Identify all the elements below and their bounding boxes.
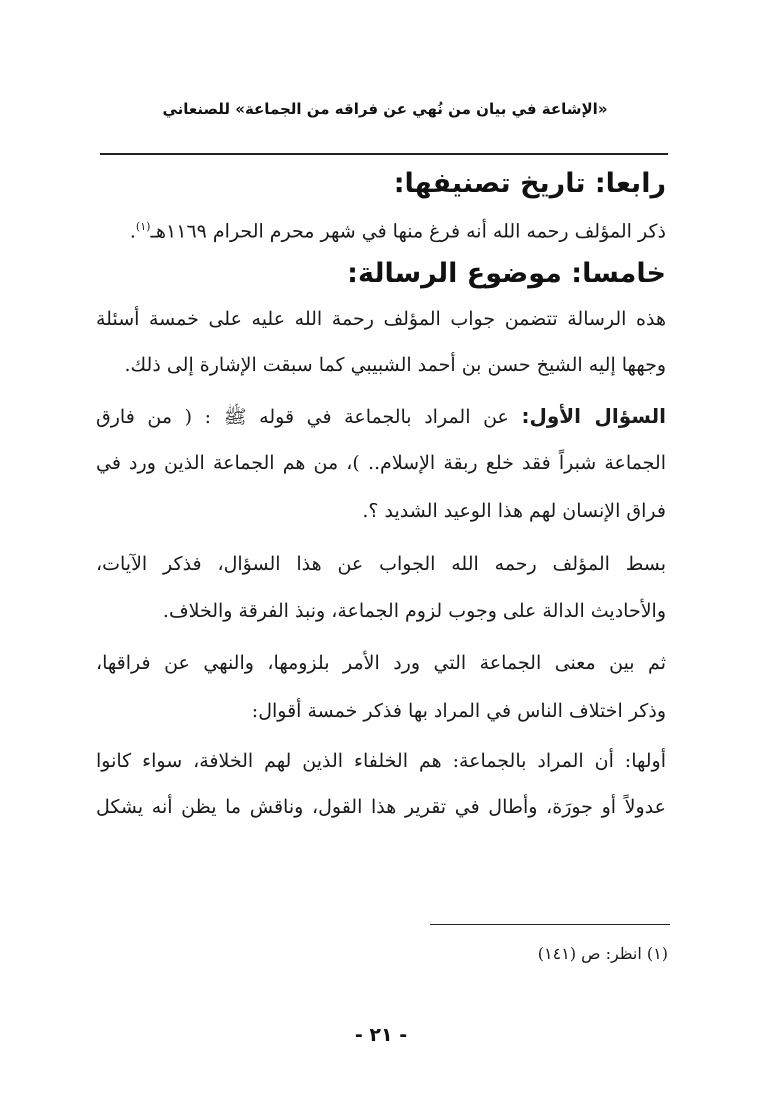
paragraph-line: وذكر اختلاف الناس في المراد بها فذكر خمسة أقوال:	[251, 700, 666, 722]
paragraph-line: ثم بين معنى الجماعة التي ورد الأمر بلزومها، والنهي عن فراقها،	[96, 652, 666, 674]
paragraph-line: عدولاً أو جورَة، وأطال في تقرير هذا القول، وناقش ما يظن أنه يشكل	[96, 796, 666, 818]
paragraph-line: بسط المؤلف رحمه الله الجواب عن هذا السؤال، فذكر الآيات،	[96, 553, 666, 575]
question-text: عن المراد بالجماعة في قوله ﷺ : ( من فارق	[96, 406, 522, 428]
paragraph-line: والأحاديث الدالة على وجوب لزوم الجماعة، ونبذ الفرقة والخلاف.	[162, 600, 666, 622]
paragraph-line: وجهها إليه الشيخ حسن بن أحمد الشبيبي كما سبقت الإشارة إلى ذلك.	[124, 354, 666, 376]
page-number: - ٢١ -	[354, 1024, 408, 1046]
paragraph-line: فراق الإنسان لهم هذا الوعيد الشديد ؟.	[362, 500, 666, 522]
header-rule	[100, 153, 668, 155]
paragraph-line: الجماعة شبراً فقد خلع ربقة الإسلام.. )، من هم الجماعة الذين ورد في	[96, 452, 666, 474]
running-header: «الإشاعة في بيان من نُهي عن فراقه من الجماعة» للصنعاني	[162, 100, 608, 118]
paragraph-line: هذه الرسالة تتضمن جواب المؤلف رحمة الله عليه على خمسة أسئلة	[96, 308, 666, 330]
footnote: (١) انظر: ص (١٤١)	[537, 944, 668, 963]
footnote-reference: (١)	[135, 220, 151, 233]
section-heading-date: رابعا: تاريخ تصنيفها:	[393, 168, 666, 199]
section-heading-topic: خامسا: موضوع الرسالة:	[347, 258, 666, 289]
paragraph-line	[96, 220, 666, 242]
period: .	[129, 220, 136, 243]
footnote-rule	[430, 924, 670, 925]
question-lead: السؤال الأول:	[521, 404, 667, 428]
paragraph-line	[96, 404, 666, 433]
date-text: ذكر المؤلف رحمه الله أنه فرغ منها في شهر محرم الحرام ١١٦٩هـ	[150, 220, 666, 243]
paragraph-line: أولها: أن المراد بالجماعة: هم الخلفاء الذين لهم الخلافة، سواء كانوا	[96, 750, 666, 772]
